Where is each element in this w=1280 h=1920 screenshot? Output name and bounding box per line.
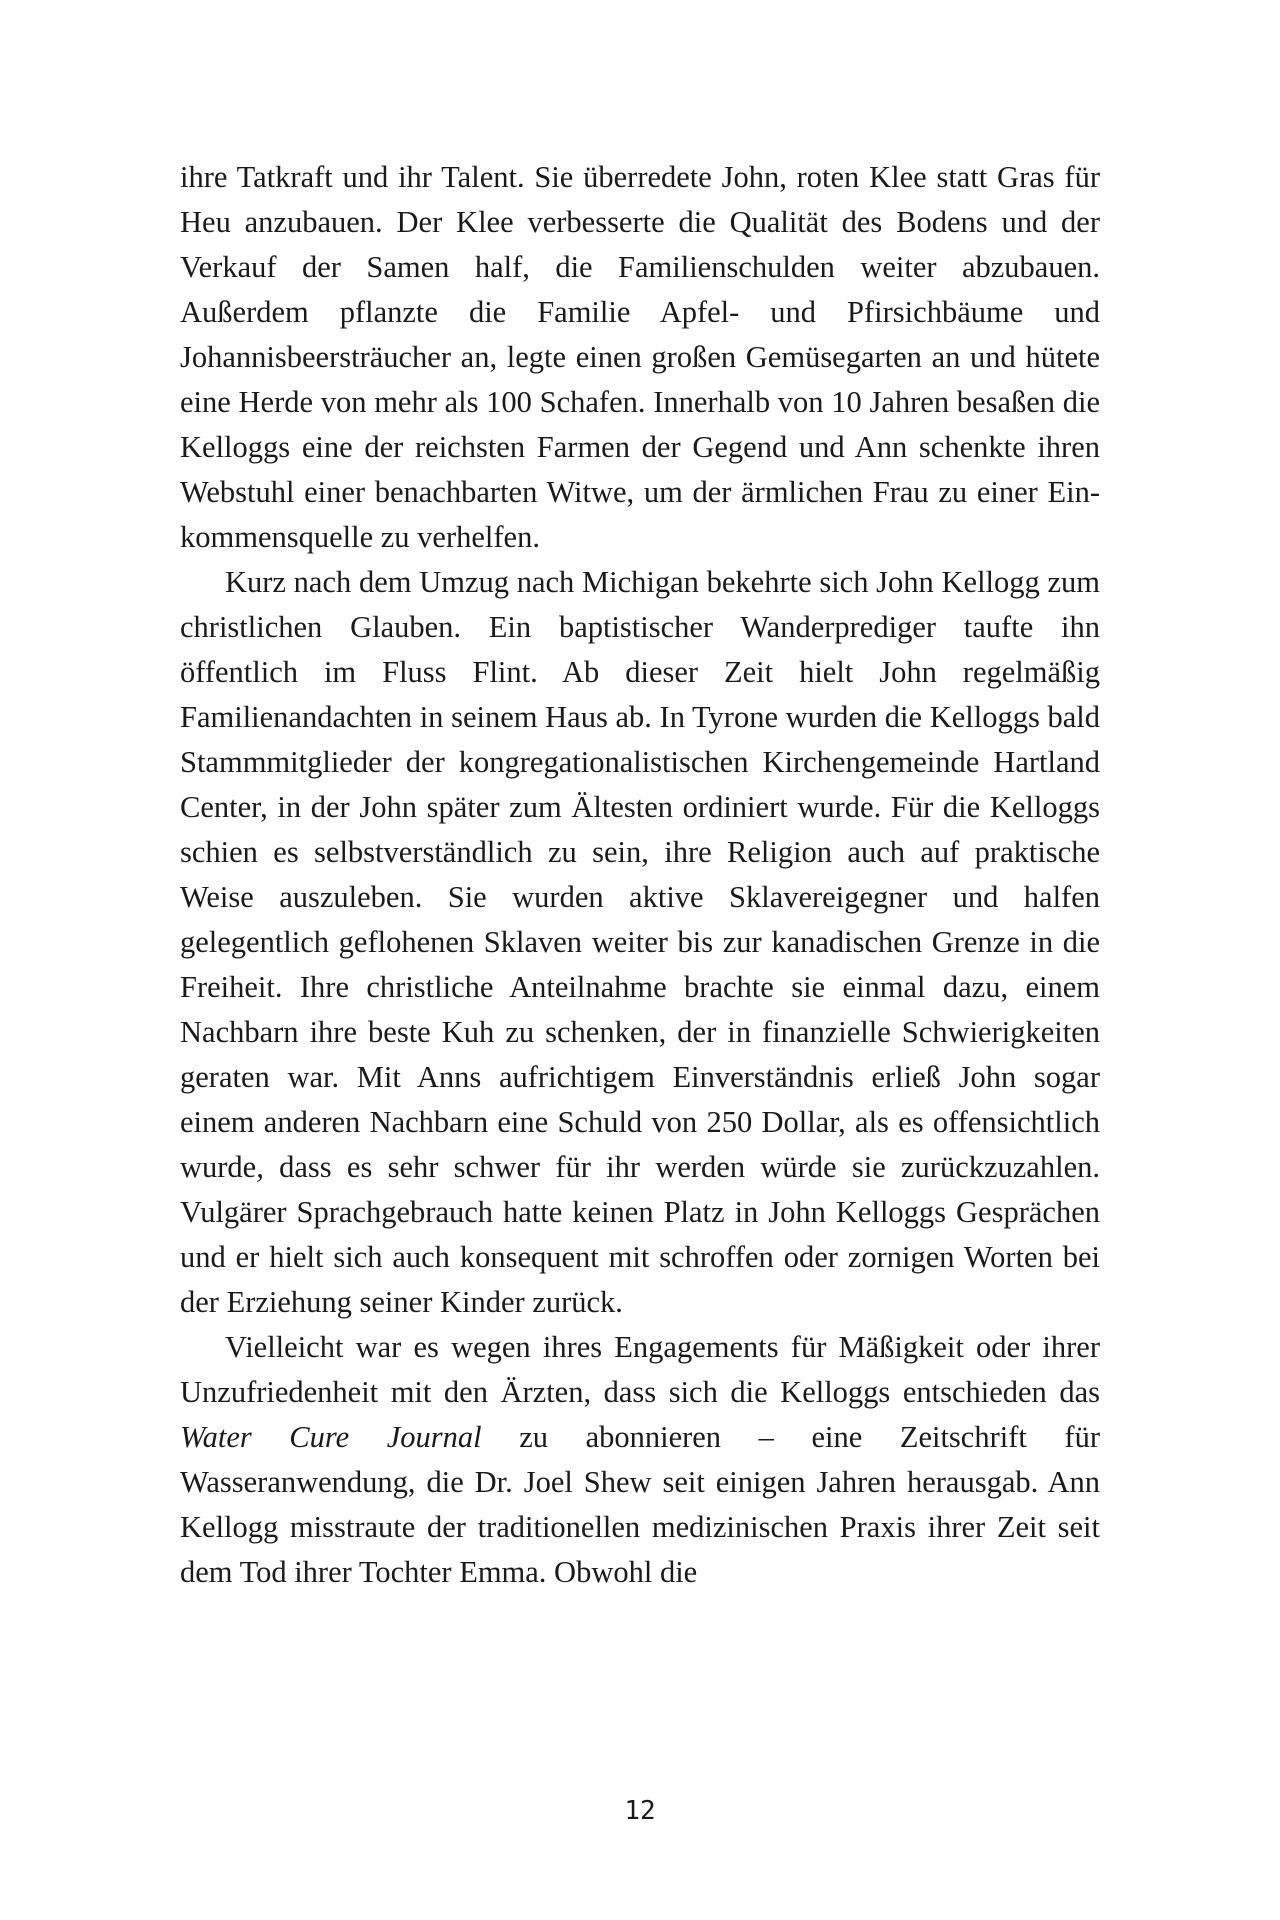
journal-title: Water Cure Journal [180,1420,482,1454]
paragraph-2: Kurz nach dem Umzug nach Michigan bekehrte sich John Kellogg zum christlichen Glauben. Ein baptistischer Wanderprediger taufte ihn öffentlich im Fluss Flint. Ab dieser Zeit hielt John regelmäßig Familienandachten in seinem Haus ab. In Tyrone wurden die Kelloggs bald Stammmitglieder der kongregationalistischen Kirchengemeinde Hartland Center, in der John später zum Ältesten ordiniert wurde. Für die Kelloggs schien es selbstverständlich zu sein, ihre Religion auch auf praktische Weise auszuleben. Sie wurden aktive Sklavereigegner und halfen gelegentlich geflohenen Sklaven weiter bis zur kanadischen Grenze in die Freiheit. Ihre christliche Anteilnahme brachte sie einmal dazu, einem Nachbarn ihre beste Kuh zu schenken, der in finanzielle Schwierigkeiten geraten war. Mit Anns aufrichtigem Einverständnis erließ John sogar einem anderen Nachbarn eine Schuld von 250 Dollar, als es offensichtlich wurde, dass es sehr schwer für ihr werden würde sie zurückzuzahlen. Vulgärer Sprachgebrauch hatte keinen Platz in John Kelloggs Gesprächen und er hielt sich auch konsequent mit schroffen oder zornigen Worten bei der Erziehung seiner Kinder zurück. [180,565,1100,1319]
paragraph-3-text-after: zu abonnieren – eine Zeitschrift für Wasseranwendung, die Dr. Joel Shew seit einigen Jahren herausgab. Ann Kellogg misstraute der traditionellen medizinischen Praxis ihrer Zeit seit dem Tod ihrer Tochter Emma. Obwohl die [180,1420,1100,1589]
paragraph-3 [180,1325,1100,1595]
paragraph-3-text-before: Vielleicht war es wegen ihres Engagements für Mäßigkeit oder ihrer Unzufriedenheit mit den Ärzten, dass sich die Kelloggs entschieden das [180,1330,1100,1409]
page-number: 12 [624,1796,656,1826]
paragraph-1: ihre Tatkraft und ihr Talent. Sie überredete John, roten Klee statt Gras für Heu anzubauen. Der Klee verbesserte die Qualität des Bodens und der Verkauf der Samen half, die Familienschulden weiter abzubauen. Außerdem pflanzte die Familie Apfel- und Pfirsichbäume und Johannisbeersträucher an, legte einen großen Gemüsegarten an und hütete eine Herde von mehr als 100 Schafen. Innerhalb von 10 Jahren besaßen die Kelloggs eine der reichsten Farmen der Gegend und Ann schenkte ihren Webstuhl einer benachbarten Witwe, um der ärmlichen Frau zu einer Einkommensquelle zu verhelfen. [180,160,1100,554]
page-body [180,155,1100,1595]
